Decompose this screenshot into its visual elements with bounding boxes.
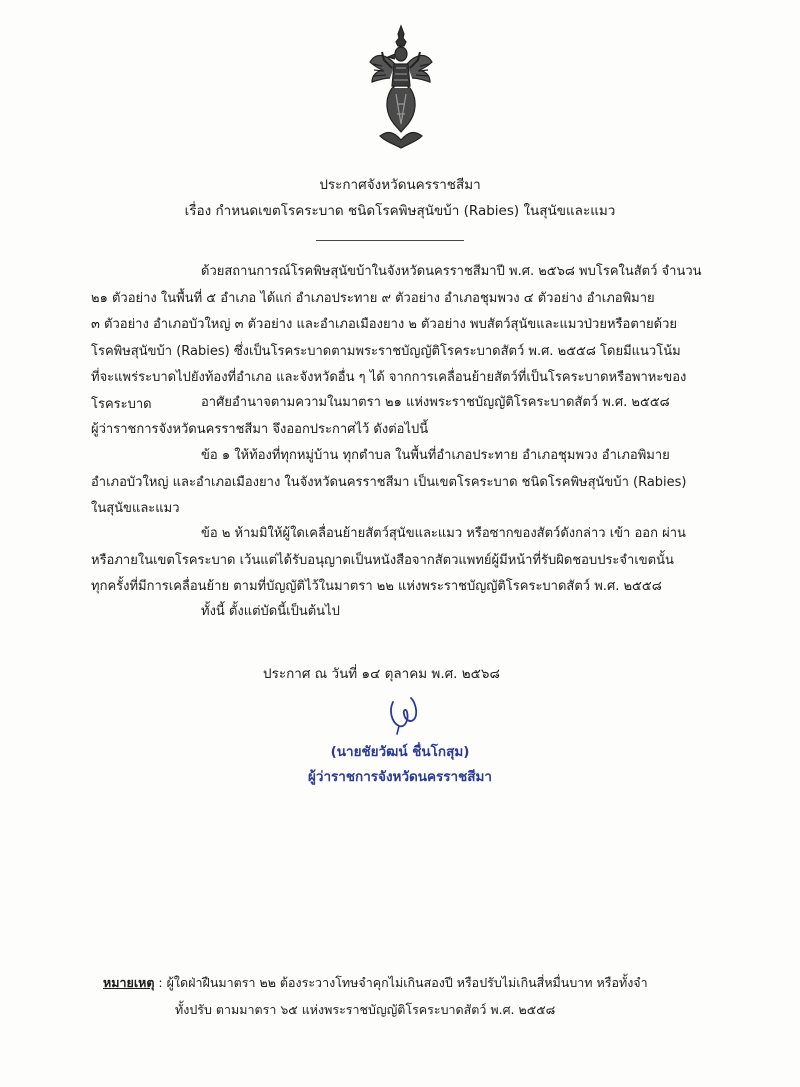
paragraph-clause-1 — [91, 443, 703, 523]
paragraph-line: โรคพิษสุนัขบ้า (Rabies) ซึ่งเป็นโรคระบาดตามพระราชบัญญัติโรคระบาดสัตว์ พ.ศ. ๒๕๕๘ โดยมีแนวโน้ม — [91, 343, 681, 359]
paragraph-line: ที่จะแพร่ระบาดไปยังท้องที่อำเภอ และจังหวัดอื่น ๆ ได้ จากการเคลื่อนย้ายสัตว์ที่เป็นโรคระบาดหรือพาหะของ — [91, 370, 687, 386]
announcement-title: ประกาศจังหวัดนครราชสีมา — [319, 177, 481, 193]
handwritten-signature-icon — [385, 692, 425, 736]
paragraph-line: ทุกครั้งที่มีการเคลื่อนย้าย ตามที่บัญญัติไว้ในมาตรา ๒๒ แห่งพระราชบัญญัติโรคระบาดสัตว์ พ.ศ. ๒๕๕๘ — [91, 579, 662, 595]
paragraph-effective — [91, 599, 703, 626]
remark-label: หมายเหตุ — [103, 975, 155, 990]
paragraph-line: ทั้งนี้ ตั้งแต่บัดนี้เป็นต้นไป — [201, 604, 340, 619]
paragraph-line: อำเภอบัวใหญ่ และอำเภอเมืองยาง ในจังหวัดนครราชสีมา เป็นเขตโรคระบาด ชนิดโรคพิษสุนัขบ้า (Rabies) — [91, 474, 687, 490]
signer-position: ผู้ว่าราชการจังหวัดนครราชสีมา — [307, 769, 493, 785]
remark-text-line1: : ผู้ใดฝ่าฝืนมาตรา ๒๒ ต้องระวางโทษจำคุกไม่เกินสองปี หรือปรับไม่เกินสี่หมื่นบาท หรือทั้งจำ — [154, 975, 648, 990]
paragraph-line: ๒๑ ตัวอย่าง ในพื้นที่ ๕ อำเภอ ได้แก่ อำเภอประทาย ๙ ตัวอย่าง อำเภอชุมพวง ๔ ตัวอย่าง อำเภอพิมาย — [91, 290, 655, 306]
paragraph-clause-2 — [91, 521, 703, 601]
garuda-emblem-icon — [368, 24, 434, 152]
title-divider — [316, 240, 464, 241]
paragraph-line: ๓ ตัวอย่าง อำเภอบัวใหญ่ ๓ ตัวอย่าง และอำเภอเมืองยาง ๒ ตัวอย่าง พบสัตว์สุนัขและแมวป่วยหรือตายด้วย — [91, 317, 678, 333]
signer-name: (นายชัยวัฒน์ ชื่นโกสุม) — [330, 744, 470, 760]
paragraph-line: อาศัยอำนาจตามความในมาตรา ๒๑ แห่งพระราชบัญญัติโรคระบาดสัตว์ พ.ศ. ๒๕๕๘ — [201, 395, 670, 410]
paragraph-line: โรคระบาด — [91, 396, 152, 412]
announcement-subject: เรื่อง กำหนดเขตโรคระบาด ชนิดโรคพิษสุนัขบ้า (Rabies) ในสุนัขและแมว — [184, 203, 616, 219]
remark-text-line2: ทั้งปรับ ตามมาตรา ๖๕ แห่งพระราชบัญญัติโรคระบาดสัตว์ พ.ศ. ๒๕๕๘ — [175, 1002, 556, 1017]
paragraph-line: ในสุนัขและแมว — [91, 501, 180, 517]
footnote-remark — [103, 969, 703, 1023]
paragraph-line: หรือภายในเขตโรคระบาด เว้นแต่ได้รับอนุญาตเป็นหนังสือจากสัตวแพทย์ผู้มีหน้าที่รับผิดชอบประจำเขตนั้น — [91, 552, 674, 568]
paragraph-line: ข้อ ๒ ห้ามมิให้ผู้ใดเคลื่อนย้ายสัตว์สุนัขและแมว หรือซากของสัตว์ดังกล่าว เข้า ออก ผ่าน — [201, 526, 686, 541]
paragraph-line: ด้วยสถานการณ์โรคพิษสุนัขบ้าในจังหวัดนครราชสีมาปี พ.ศ. ๒๕๖๘ พบโรคในสัตว์ จำนวน — [201, 264, 702, 279]
announcement-date: ประกาศ ณ วันที่ ๑๔ ตุลาคม พ.ศ. ๒๕๖๘ — [263, 666, 500, 682]
paragraph-line: ผู้ว่าราชการจังหวัดนครราชสีมา จึงออกประกาศไว้ ดังต่อไปนี้ — [91, 421, 429, 437]
paragraph-line: ข้อ ๑ ให้ท้องที่ทุกหมู่บ้าน ทุกตำบล ในพื้นที่อำเภอประทาย อำเภอชุมพวง อำเภอพิมาย — [201, 448, 670, 463]
paragraph-authority — [91, 390, 703, 443]
